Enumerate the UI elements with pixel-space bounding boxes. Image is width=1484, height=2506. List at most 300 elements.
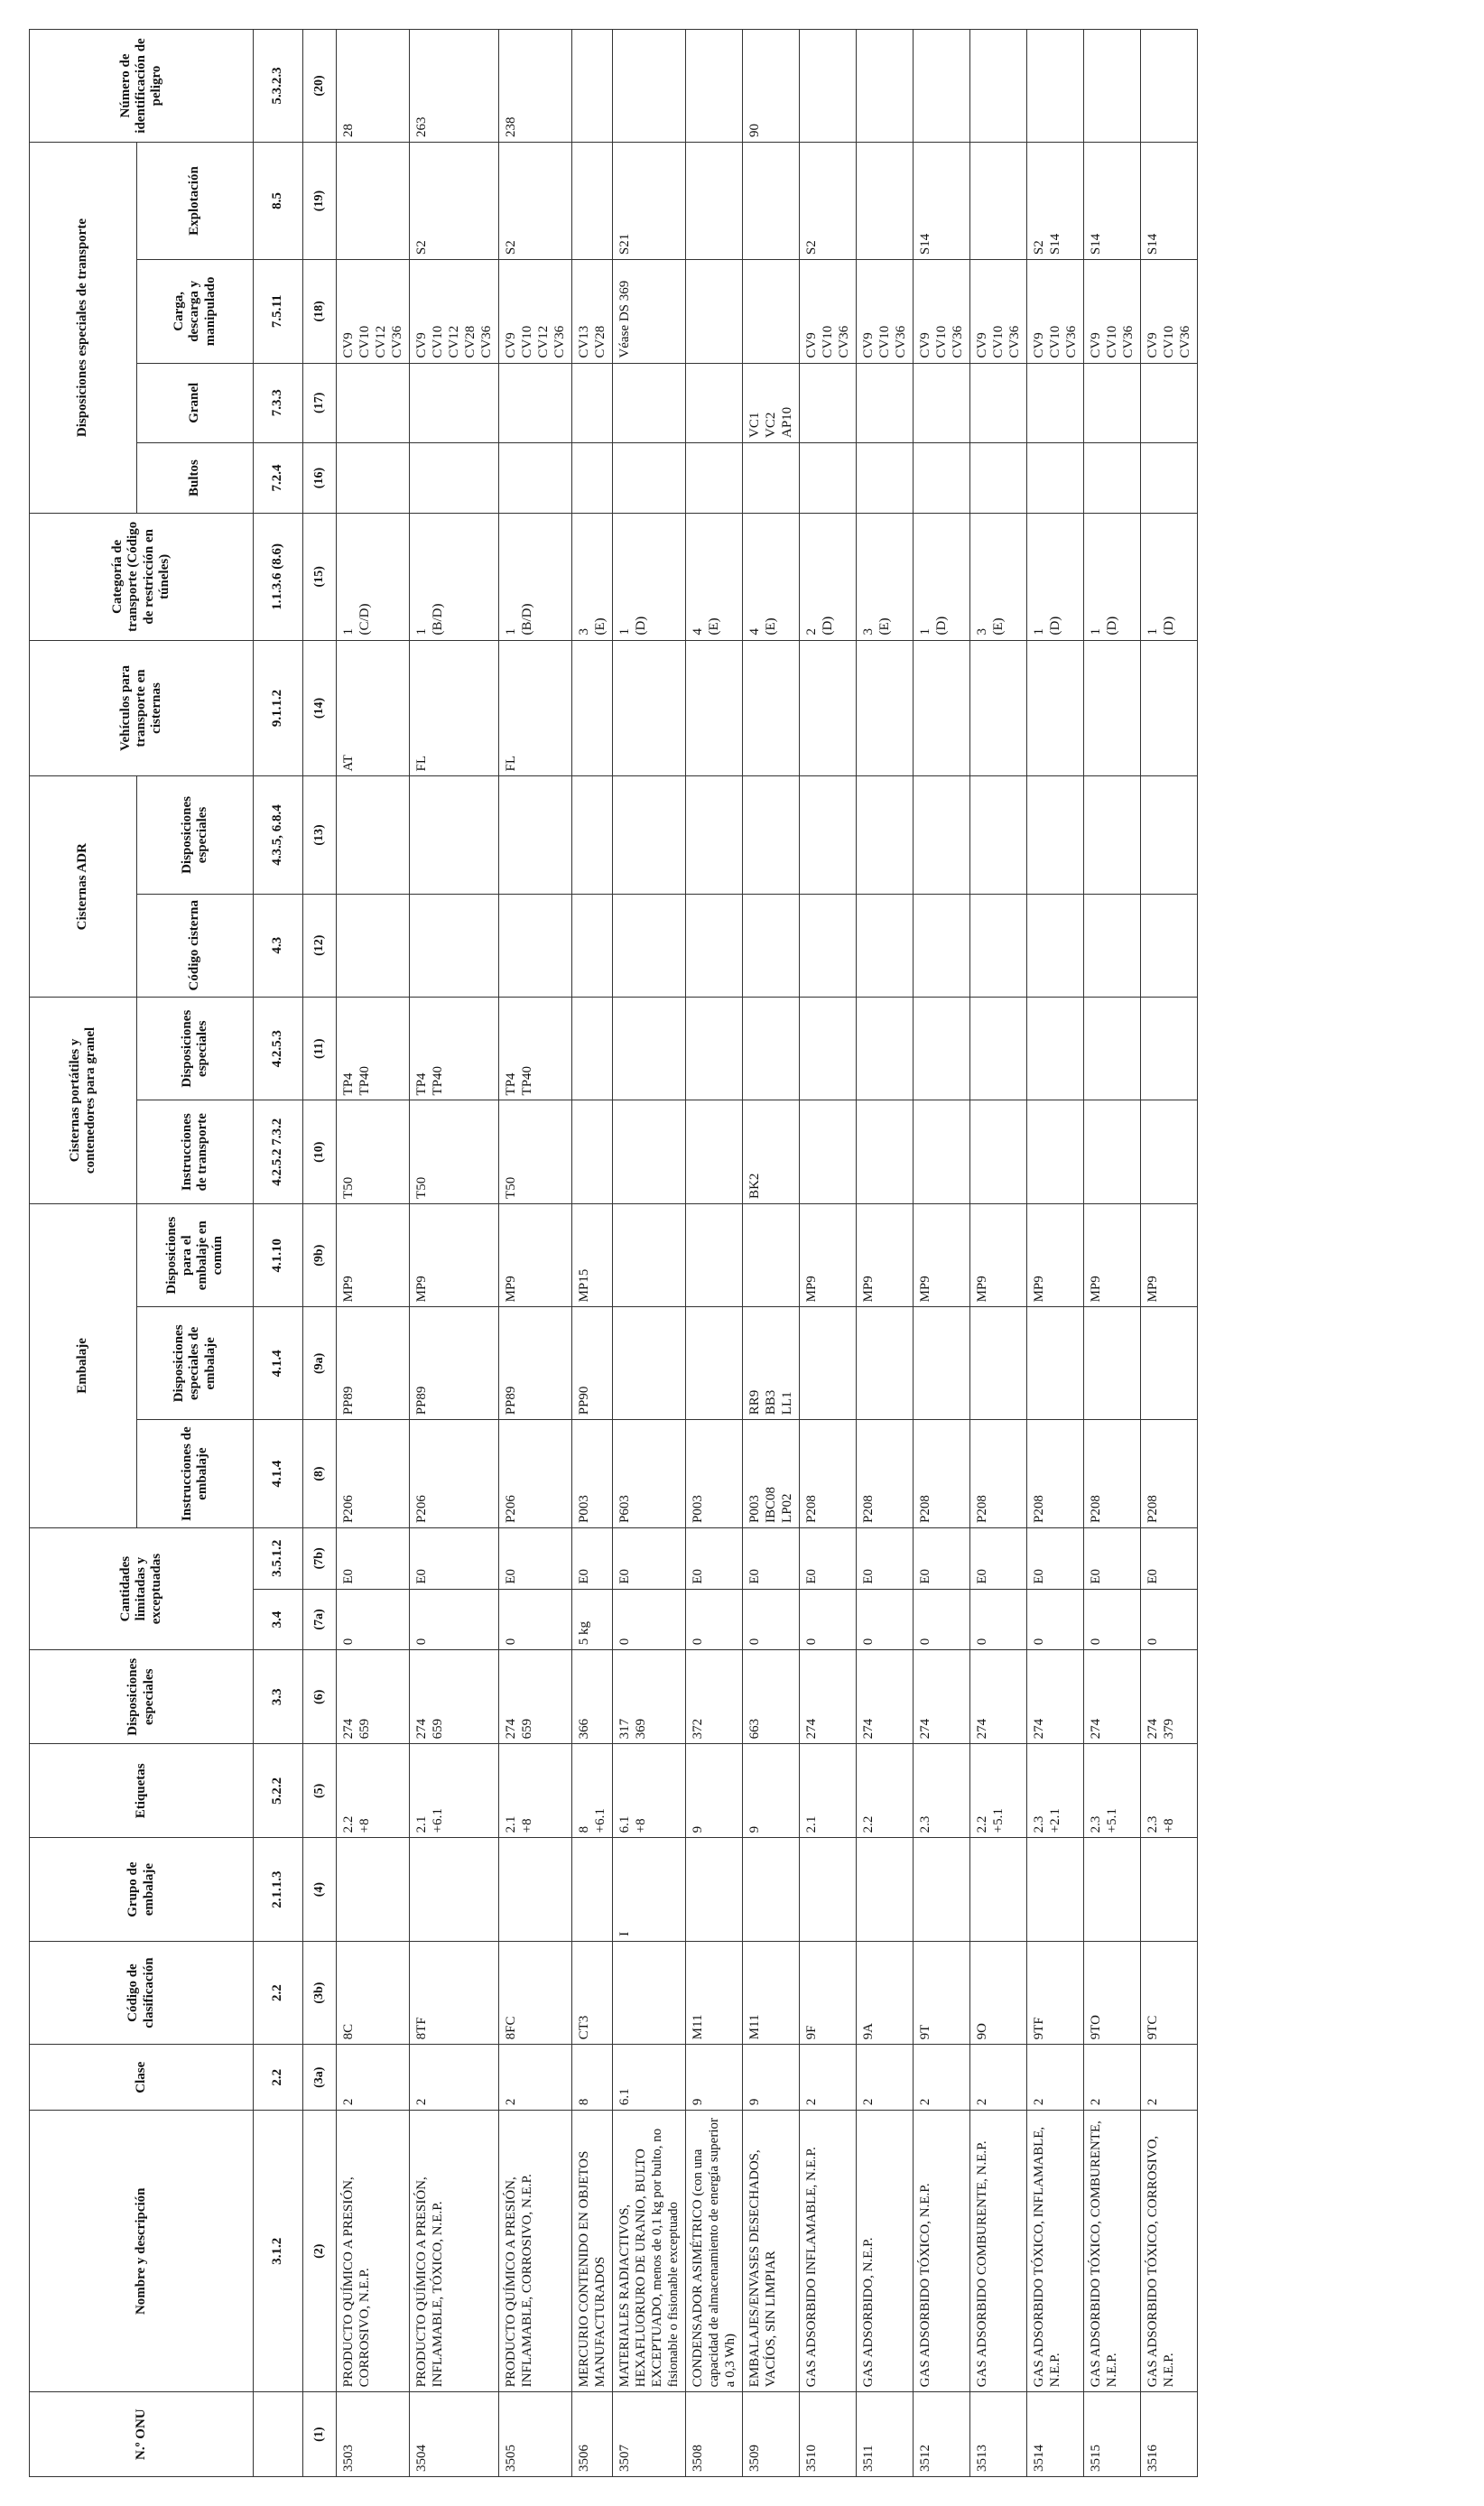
cell-text: 9 xyxy=(691,1825,705,1833)
cell-text: CV9 xyxy=(341,332,356,358)
cell-mp xyxy=(572,1203,613,1306)
cell-text: S2 xyxy=(1032,240,1046,255)
cell-mp xyxy=(857,1203,914,1306)
cell-load xyxy=(914,260,970,363)
cell-text: GAS ADSORBIDO TÓXICO, N.E.P. xyxy=(918,2183,932,2388)
cell-text: P208 xyxy=(1032,1495,1046,1523)
header-name: Nombre y descripción xyxy=(30,2111,254,2392)
cell-text: S2 xyxy=(804,240,819,255)
cell-tcat xyxy=(970,514,1027,640)
cell-text: 274 xyxy=(918,1718,932,1740)
cell-op xyxy=(572,143,613,260)
cell-hin xyxy=(857,30,914,143)
cell-text: 3513 xyxy=(975,2445,989,2472)
cell-tc xyxy=(337,894,410,997)
cell-un xyxy=(499,2392,572,2477)
column-number-cell: (5) xyxy=(303,1744,337,1838)
cell-class xyxy=(499,2045,572,2111)
cell-text: E0 xyxy=(341,1568,356,1584)
reference-cell: 8.5 xyxy=(254,143,303,260)
cell-pi xyxy=(1027,1420,1084,1528)
cell-text: E0 xyxy=(804,1568,819,1584)
cell-pg xyxy=(410,1838,499,1941)
cell-text: 3507 xyxy=(617,2445,632,2472)
cell-tcat xyxy=(410,514,499,640)
cell-class xyxy=(1027,2045,1084,2111)
column-number-cell: (8) xyxy=(303,1420,337,1528)
cell-hin xyxy=(410,30,499,143)
cell-veh xyxy=(1027,640,1084,776)
cell-un xyxy=(1084,2392,1141,2477)
cell-text: RR9 xyxy=(747,1389,762,1415)
cell-text: CV36 xyxy=(1064,325,1079,358)
cell-text: 2.2 xyxy=(975,1815,989,1833)
cell-code xyxy=(499,1941,572,2044)
cell-text: PP90 xyxy=(577,1386,591,1415)
header-limited-quantities: Cantidades limitadas y exceptuadas xyxy=(30,1527,254,1649)
cell-eq xyxy=(410,1527,499,1589)
cell-text: CV36 xyxy=(1007,325,1022,358)
cell-text: CV9 xyxy=(1032,332,1046,358)
column-number-cell: (4) xyxy=(303,1838,337,1941)
cell-text: 3 xyxy=(577,628,591,636)
header-adr-tanks: Cisternas ADR xyxy=(30,776,137,998)
cell-text: 2.3 xyxy=(1032,1815,1046,1833)
cell-text: 0 xyxy=(617,1638,632,1646)
cell-labels xyxy=(499,1744,572,1838)
cell-text: CV9 xyxy=(1145,332,1160,358)
cell-text: M11 xyxy=(747,2014,762,2040)
cell-text: CV9 xyxy=(504,332,518,358)
cell-text: 1 xyxy=(504,628,518,636)
cell-text: 0 xyxy=(975,1638,989,1646)
cell-load xyxy=(743,260,800,363)
header-hazard-id: Número de identificación de peligro xyxy=(30,30,254,143)
cell-op xyxy=(914,143,970,260)
cell-labels xyxy=(743,1744,800,1838)
cell-name xyxy=(337,2111,410,2392)
column-number-cell: (15) xyxy=(303,514,337,640)
cell-text: MP9 xyxy=(918,1276,932,1303)
cell-code xyxy=(613,1941,686,2044)
cell-bulk xyxy=(1027,363,1084,442)
cell-text: P208 xyxy=(1089,1495,1103,1523)
cell-eq xyxy=(572,1527,613,1589)
cell-tpi xyxy=(970,1100,1027,1203)
cell-text: E0 xyxy=(861,1568,876,1584)
cell-un xyxy=(337,2392,410,2477)
column-number-cell: (9b) xyxy=(303,1203,337,1306)
cell-text: 2.1 xyxy=(804,1815,819,1833)
cell-bulk xyxy=(410,363,499,442)
cell-text: CV28 xyxy=(593,325,608,358)
cell-tsp xyxy=(800,776,857,894)
cell-veh xyxy=(800,640,857,776)
cell-name xyxy=(914,2111,970,2392)
cell-mp xyxy=(410,1203,499,1306)
cell-text: CV36 xyxy=(837,325,851,358)
cell-pi xyxy=(410,1420,499,1528)
cell-mp xyxy=(743,1203,800,1306)
cell-load xyxy=(1027,260,1084,363)
cell-hin xyxy=(1084,30,1141,143)
cell-pkg xyxy=(337,443,410,514)
cell-veh xyxy=(857,640,914,776)
header-un-number: N.º ONU xyxy=(30,2392,254,2477)
cell-tpi xyxy=(743,1100,800,1203)
header-transport-category: Categoría de transporte (Código de restricción en túneles) xyxy=(30,514,254,640)
column-number-cell: (20) xyxy=(303,30,337,143)
cell-text: P206 xyxy=(414,1495,429,1523)
cell-pi xyxy=(800,1420,857,1528)
cell-op xyxy=(1027,143,1084,260)
cell-lq xyxy=(410,1589,499,1650)
cell-text: T50 xyxy=(414,1176,429,1199)
cell-tcat xyxy=(337,514,410,640)
cell-text: (E) xyxy=(593,617,608,636)
cell-class xyxy=(970,2045,1027,2111)
cell-text: 4 xyxy=(691,628,705,636)
cell-text: CV10 xyxy=(991,325,1006,358)
cell-load xyxy=(410,260,499,363)
cell-sp xyxy=(914,1650,970,1744)
cell-lq xyxy=(1027,1589,1084,1650)
cell-bulk xyxy=(914,363,970,442)
cell-text: 369 xyxy=(634,1718,648,1740)
cell-code xyxy=(970,1941,1027,2044)
cell-text: 663 xyxy=(747,1718,762,1740)
cell-text: T50 xyxy=(341,1176,356,1199)
cell-text: 659 xyxy=(431,1718,445,1740)
cell-labels xyxy=(410,1744,499,1838)
reference-cell: 4.1.4 xyxy=(254,1420,303,1528)
cell-hin xyxy=(499,30,572,143)
cell-psp xyxy=(613,1307,686,1420)
cell-text: TP4 xyxy=(504,1072,518,1096)
header-pt-special: Disposiciones especiales xyxy=(137,997,254,1100)
cell-tcat xyxy=(800,514,857,640)
reference-cell: 3.1.2 xyxy=(254,2111,303,2392)
cell-text: 2 xyxy=(975,2098,989,2106)
cell-tc xyxy=(572,894,613,997)
cell-name xyxy=(970,2111,1027,2392)
cell-text: Véase DS 369 xyxy=(617,280,632,358)
cell-text: CV10 xyxy=(357,325,372,358)
cell-psp xyxy=(410,1307,499,1420)
cell-eq xyxy=(1084,1527,1141,1589)
cell-text: CT3 xyxy=(577,2015,591,2040)
cell-text: 1 xyxy=(617,628,632,636)
cell-bulk xyxy=(337,363,410,442)
cell-op xyxy=(410,143,499,260)
cell-text: S14 xyxy=(918,233,932,255)
cell-text: +8 xyxy=(357,1818,372,1833)
cell-text: S14 xyxy=(1145,233,1160,255)
cell-eq xyxy=(970,1527,1027,1589)
cell-tsp xyxy=(499,776,572,894)
cell-tc xyxy=(499,894,572,997)
cell-labels xyxy=(686,1744,743,1838)
cell-text: (C/D) xyxy=(357,603,372,636)
cell-text: 366 xyxy=(577,1718,591,1740)
cell-name xyxy=(1027,2111,1084,2392)
cell-mp xyxy=(914,1203,970,1306)
cell-load xyxy=(800,260,857,363)
cell-psp xyxy=(914,1307,970,1420)
cell-load xyxy=(970,260,1027,363)
header-classification-code: Código de clasificación xyxy=(30,1941,254,2044)
cell-text: LL1 xyxy=(780,1391,794,1415)
cell-text: CV9 xyxy=(1089,332,1103,358)
cell-tsp xyxy=(1027,776,1084,894)
cell-un xyxy=(857,2392,914,2477)
cell-psp xyxy=(970,1307,1027,1420)
cell-hin xyxy=(1027,30,1084,143)
reference-cell: 4.2.5.2 7.3.2 xyxy=(254,1100,303,1203)
cell-class xyxy=(857,2045,914,2111)
cell-name xyxy=(410,2111,499,2392)
cell-pkg xyxy=(1084,443,1141,514)
cell-lq xyxy=(1141,1589,1198,1650)
cell-pkg xyxy=(1027,443,1084,514)
cell-tcat xyxy=(1027,514,1084,640)
cell-text: 3504 xyxy=(414,2445,429,2472)
cell-text: 6.1 xyxy=(617,2088,632,2106)
cell-text: S14 xyxy=(1089,233,1103,255)
header-class: Clase xyxy=(30,2045,254,2111)
cell-text: +5.1 xyxy=(991,1808,1006,1833)
cell-pi xyxy=(686,1420,743,1528)
cell-text: 274 xyxy=(804,1718,819,1740)
cell-text: 3 xyxy=(861,628,876,636)
cell-op xyxy=(613,143,686,260)
cell-labels xyxy=(970,1744,1027,1838)
cell-text: 2 xyxy=(861,2098,876,2106)
cell-eq xyxy=(914,1527,970,1589)
column-number-cell: (3b) xyxy=(303,1941,337,2044)
cell-text: P208 xyxy=(975,1495,989,1523)
cell-text: S2 xyxy=(414,240,429,255)
cell-text: E0 xyxy=(617,1568,632,1584)
cell-text: S2 xyxy=(504,240,518,255)
cell-tc xyxy=(914,894,970,997)
column-number-cell: (2) xyxy=(303,2111,337,2392)
cell-sp xyxy=(743,1650,800,1744)
reference-cell: 5.3.2.3 xyxy=(254,30,303,143)
cell-pkg xyxy=(743,443,800,514)
cell-mp xyxy=(337,1203,410,1306)
cell-text: 3503 xyxy=(341,2445,356,2472)
cell-mp xyxy=(499,1203,572,1306)
cell-text: 274 xyxy=(861,1718,876,1740)
cell-hin xyxy=(970,30,1027,143)
cell-text: CV36 xyxy=(390,325,404,358)
cell-lq xyxy=(337,1589,410,1650)
cell-text: CV36 xyxy=(1178,325,1192,358)
cell-text: S14 xyxy=(1048,233,1062,255)
cell-text: S21 xyxy=(617,233,632,255)
cell-text: P603 xyxy=(617,1495,632,1523)
cell-text: (B/D) xyxy=(520,603,534,636)
cell-mp xyxy=(613,1203,686,1306)
cell-text: IBC08 xyxy=(764,1486,778,1523)
cell-hin xyxy=(337,30,410,143)
cell-veh xyxy=(1141,640,1198,776)
reference-cell: 4.3 xyxy=(254,894,303,997)
cell-un xyxy=(1027,2392,1084,2477)
cell-psp xyxy=(686,1307,743,1420)
cell-text: GAS ADSORBIDO COMBURENTE, N.E.P. xyxy=(975,2140,989,2388)
cell-eq xyxy=(1141,1527,1198,1589)
cell-tsp xyxy=(914,776,970,894)
cell-tps xyxy=(572,997,613,1100)
table-body xyxy=(337,30,1198,2477)
cell-text: (D) xyxy=(1048,616,1062,636)
cell-text: FL xyxy=(414,755,429,772)
cell-tcat xyxy=(743,514,800,640)
cell-text: GAS ADSORBIDO TÓXICO, INFLAMABLE, N.E.P. xyxy=(1032,2126,1062,2388)
cell-text: CV10 xyxy=(934,325,949,358)
cell-load xyxy=(857,260,914,363)
cell-text: PP89 xyxy=(341,1386,356,1415)
cell-name xyxy=(857,2111,914,2392)
cell-bulk xyxy=(499,363,572,442)
cell-eq xyxy=(800,1527,857,1589)
cell-bulk xyxy=(613,363,686,442)
reference-cell: 1.1.3.6 (8.6) xyxy=(254,514,303,640)
cell-text: E0 xyxy=(414,1568,429,1584)
column-number-cell: (1) xyxy=(303,2392,337,2477)
cell-mp xyxy=(1141,1203,1198,1306)
cell-tsp xyxy=(337,776,410,894)
cell-text: 0 xyxy=(691,1638,705,1646)
cell-un xyxy=(914,2392,970,2477)
cell-veh xyxy=(686,640,743,776)
cell-pi xyxy=(914,1420,970,1528)
cell-text: CV9 xyxy=(804,332,819,358)
cell-un xyxy=(410,2392,499,2477)
cell-code xyxy=(743,1941,800,2044)
cell-text: CV10 xyxy=(1048,325,1062,358)
cell-code xyxy=(914,1941,970,2044)
cell-text: 9 xyxy=(691,2098,705,2106)
header-tank-special: Disposiciones especiales xyxy=(137,776,254,894)
cell-pkg xyxy=(1141,443,1198,514)
cell-text: 238 xyxy=(504,116,518,137)
cell-tps xyxy=(970,997,1027,1100)
cell-pg xyxy=(1141,1838,1198,1941)
cell-sp xyxy=(800,1650,857,1744)
cell-text: 274 xyxy=(1145,1718,1160,1740)
cell-tsp xyxy=(743,776,800,894)
reference-cell: 7.3.3 xyxy=(254,363,303,442)
cell-tps xyxy=(914,997,970,1100)
cell-tpi xyxy=(1141,1100,1198,1203)
reference-cell: 7.2.4 xyxy=(254,443,303,514)
cell-veh xyxy=(970,640,1027,776)
cell-class xyxy=(800,2045,857,2111)
cell-code xyxy=(410,1941,499,2044)
cell-sp xyxy=(499,1650,572,1744)
reference-cell: 4.2.5.3 xyxy=(254,997,303,1100)
cell-eq xyxy=(1027,1527,1084,1589)
cell-name xyxy=(1084,2111,1141,2392)
cell-text: 263 xyxy=(414,116,429,137)
column-number-cell: (18) xyxy=(303,260,337,363)
cell-text: 8 xyxy=(577,1825,591,1833)
cell-tc xyxy=(1141,894,1198,997)
cell-veh xyxy=(410,640,499,776)
cell-text: P208 xyxy=(918,1495,932,1523)
cell-text: 317 xyxy=(617,1718,632,1740)
cell-tpi xyxy=(572,1100,613,1203)
cell-op xyxy=(1084,143,1141,260)
cell-tsp xyxy=(613,776,686,894)
cell-pg xyxy=(613,1838,686,1941)
cell-pi xyxy=(970,1420,1027,1528)
cell-bulk xyxy=(1084,363,1141,442)
cell-pi xyxy=(1084,1420,1141,1528)
cell-bulk xyxy=(1141,363,1198,442)
reference-cell: 3.4 xyxy=(254,1589,303,1650)
cell-bulk xyxy=(743,363,800,442)
cell-tsp xyxy=(572,776,613,894)
cell-text: 274 xyxy=(1032,1718,1046,1740)
cell-text: T50 xyxy=(504,1176,518,1199)
cell-text: CV36 xyxy=(894,325,908,358)
reference-cell: 2.2 xyxy=(254,1941,303,2044)
cell-text: TP40 xyxy=(431,1065,445,1096)
cell-load xyxy=(1141,260,1198,363)
cell-text: 0 xyxy=(1145,1638,1160,1646)
cell-psp xyxy=(1084,1307,1141,1420)
column-number-cell: (16) xyxy=(303,443,337,514)
cell-tcat xyxy=(1084,514,1141,640)
cell-load xyxy=(572,260,613,363)
cell-text: CONDENSADOR ASIMÉTRICO (con una capacidad de almacenamiento de energía superior a 0,3 Wh) xyxy=(691,2118,737,2388)
cell-tcat xyxy=(499,514,572,640)
cell-text: 3 xyxy=(975,628,989,636)
cell-psp xyxy=(337,1307,410,1420)
cell-text: AT xyxy=(341,755,356,772)
cell-text: MP15 xyxy=(577,1268,591,1303)
cell-text: (E) xyxy=(764,617,778,636)
cell-un xyxy=(970,2392,1027,2477)
cell-text: 2.3 xyxy=(918,1815,932,1833)
cell-text: CV36 xyxy=(951,325,965,358)
cell-op xyxy=(743,143,800,260)
cell-un xyxy=(572,2392,613,2477)
cell-text: +6.1 xyxy=(431,1808,445,1833)
cell-tpi xyxy=(914,1100,970,1203)
cell-text: +8 xyxy=(1162,1818,1176,1833)
column-number-cell: (17) xyxy=(303,363,337,442)
cell-text: BB3 xyxy=(764,1389,778,1415)
cell-text: MP9 xyxy=(414,1276,429,1303)
column-number-cell: (6) xyxy=(303,1650,337,1744)
cell-pkg xyxy=(686,443,743,514)
cell-text: 90 xyxy=(747,124,762,137)
cell-pkg xyxy=(572,443,613,514)
cell-lq xyxy=(970,1589,1027,1650)
rotated-table-page xyxy=(29,29,1455,2477)
cell-text: 8TF xyxy=(414,2017,429,2040)
cell-text: 5 kg xyxy=(577,1621,591,1646)
cell-class xyxy=(1141,2045,1198,2111)
cell-name xyxy=(800,2111,857,2392)
cell-name xyxy=(1141,2111,1198,2392)
header-pt-instructions: Instrucciones de transporte xyxy=(137,1100,254,1203)
